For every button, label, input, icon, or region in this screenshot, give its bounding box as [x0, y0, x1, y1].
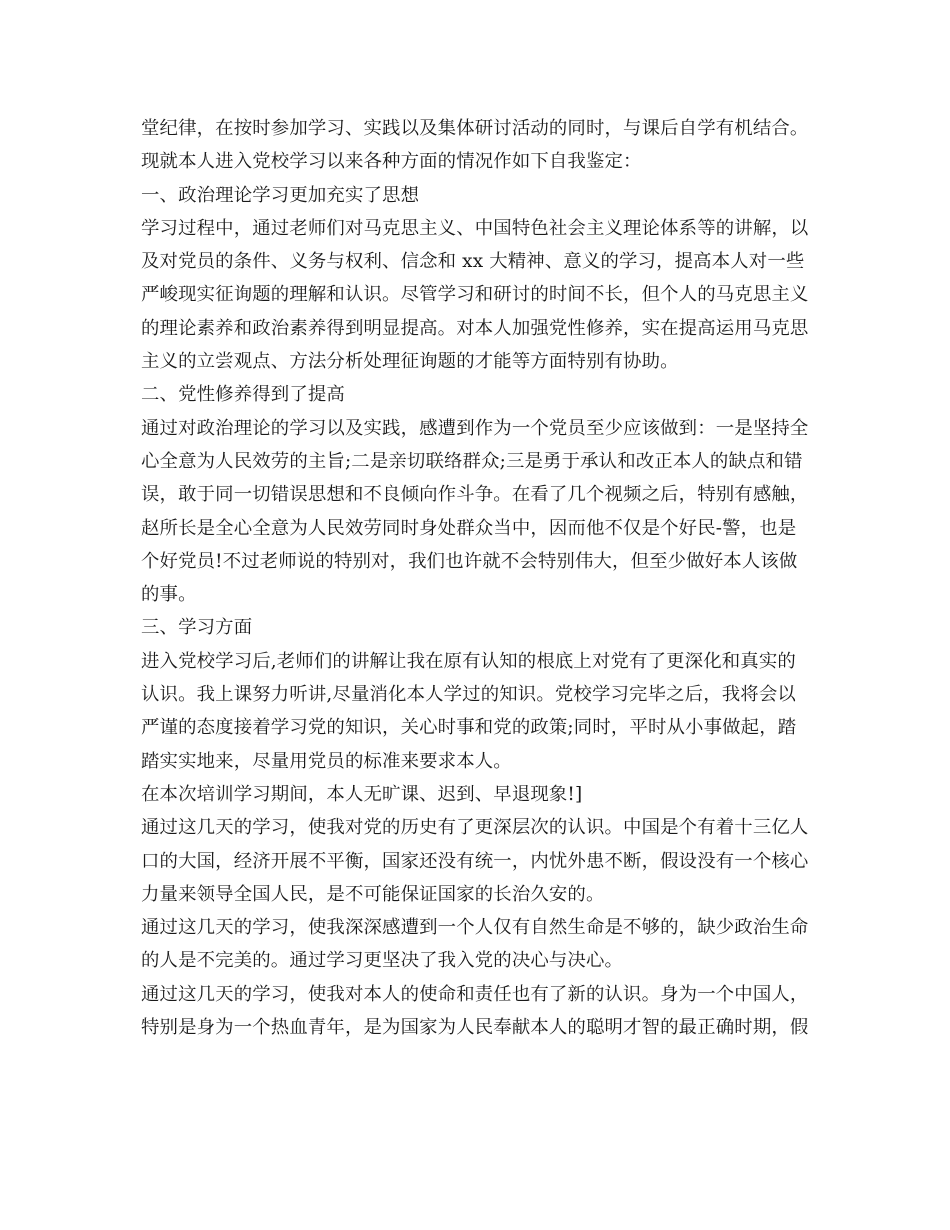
text-line: 特别是身为一个热血青年，是为国家为人民奉献本人的聪明才智的最正确时期，假: [141, 1017, 809, 1039]
text-line: 堂纪律，在按时参加学习、实践以及集体研讨活动的同时，与课后自学有机结合。: [141, 118, 809, 139]
text-line: 的事。: [141, 584, 197, 606]
document-body: [141, 112, 813, 1044]
text-line: 现就本人进入党校学习以来各种方面的情况作如下自我鉴定：: [141, 151, 642, 173]
section-heading: 三、学习方面: [141, 617, 253, 639]
text-line: 误，敢于同一切错误思想和不良倾向作斗争。在看了几个视频之后，特别有感触，: [141, 484, 809, 506]
text-line: 主义的立尝观点、方法分析处理征询题的才能等方面特别有协助。: [141, 351, 679, 373]
text-line: 进入党校学习后,老师们的讲解让我在原有认知的根底上对党有了更深化和真实的: [141, 650, 796, 672]
text-line: 的理论素养和政治素养得到明显提高。对本人加强党性修养，实在提高运用马克思: [141, 317, 809, 339]
text-line: 通过这几天的学习，使我对党的历史有了更深层次的认识。中国是个有着十三亿人: [141, 817, 809, 839]
text-line: 及对党员的条件、义务与权利、信念和 xx 大精神、意义的学习，提高本人对一些: [141, 251, 805, 273]
section-heading: 二、党性修养得到了提高: [141, 384, 345, 406]
section-heading: 一、政治理论学习更加充实了思想: [141, 184, 420, 206]
text-line: 通过这几天的学习，使我对本人的使命和责任也有了新的认识。身为一个中国人，: [141, 983, 809, 1005]
text-line: 口的大国，经济开展不平衡，国家还没有统一，内忧外患不断，假设没有一个核心: [141, 850, 809, 872]
text-line: 力量来领导全国人民，是不可能保证国家的长治久安的。: [141, 883, 605, 905]
text-line: 踏实实地来，尽量用党员的标准来要求本人。: [141, 750, 512, 772]
text-line: 赵所长是全心全意为人民效劳同时身处群众当中，因而他不仅是个好民-警，也是: [141, 517, 797, 539]
text-line: 严峻现实征询题的理解和认识。尽管学习和研讨的时间不长，但个人的马克思主义: [141, 284, 809, 306]
text-line: 严谨的态度接着学习党的知识，关心时事和党的政策;同时，平时从小事做起，踏: [141, 717, 797, 739]
text-line: 认识。我上课努力听讲,尽量消化本人学过的知识。党校学习完毕之后，我将会以: [141, 684, 796, 706]
text-line: 个好党员!不过老师说的特别对，我们也许就不会特别伟大，但至少做好本人该做: [141, 550, 798, 572]
text-line: 学习过程中，通过老师们对马克思主义、中国特色社会主义理论体系等的讲解，以: [141, 217, 809, 239]
text-line: 的人是不完美的。通过学习更坚决了我入党的决心与决心。: [141, 950, 624, 972]
text-line: 在本次培训学习期间，本人无旷课、迟到、早退现象!]: [141, 783, 583, 805]
text-line: 心全意为人民效劳的主旨;二是亲切联络群众;三是勇于承认和改正本人的缺点和错: [141, 450, 803, 472]
text-line: 通过这几天的学习，使我深深感遭到一个人仅有自然生命是不够的，缺少政治生命: [141, 917, 809, 939]
text-line: 通过对政治理论的学习以及实践，感遭到作为一个党员至少应该做到：一是坚持全: [141, 417, 809, 439]
